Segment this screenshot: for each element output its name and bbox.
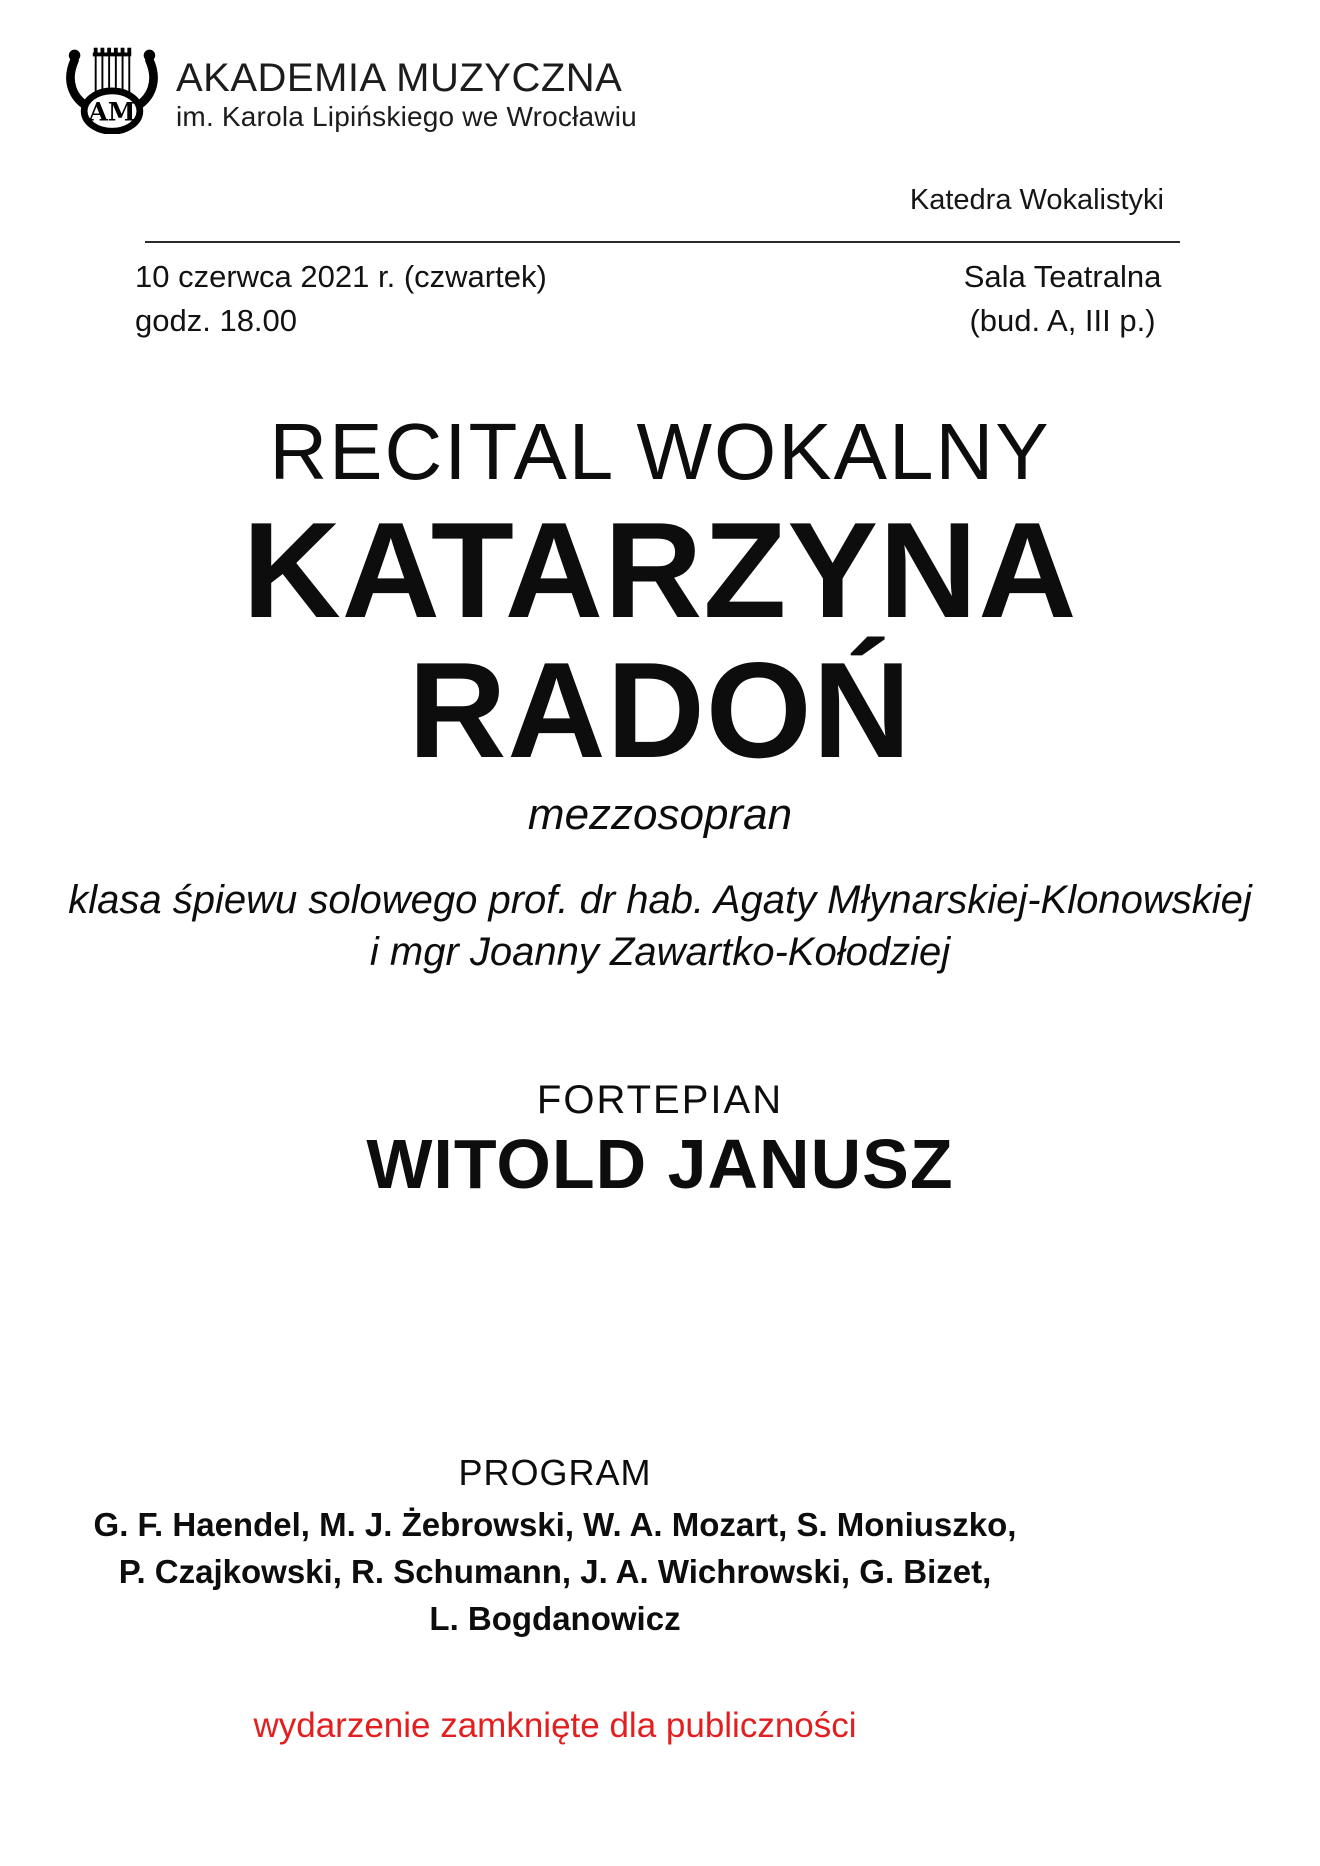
program-composers-line1: G. F. Haendel, M. J. Żebrowski, W. A. Mozart, S. Moniuszko, <box>93 1506 1017 1543</box>
class-info-line2: i mgr Joanny Zawartko-Kołodziej <box>369 930 951 974</box>
artist-first-name: KATARZYNA <box>242 494 1078 646</box>
department-label: Katedra Wokalistyki <box>909 184 1164 216</box>
voice-type: mezzosopran <box>527 790 793 839</box>
accompanist-name: WITOLD JANUSZ <box>366 1125 954 1203</box>
program-section <box>0 1452 1110 1643</box>
academy-name-line1: AKADEMIA MUZYCZNA <box>176 56 623 100</box>
recital-type-title: RECITAL WOKALNY <box>269 407 1051 496</box>
event-venue-block <box>935 255 1190 343</box>
closed-event-notice: wydarzenie zamknięte dla publiczności <box>253 1706 857 1745</box>
lyre-icon <box>64 44 160 134</box>
header-divider <box>145 241 1180 243</box>
program-heading: PROGRAM <box>458 1452 652 1493</box>
program-composers-line2: P. Czajkowski, R. Schumann, J. A. Wichrowski, G. Bizet, <box>118 1552 992 1590</box>
event-date: 10 czerwca 2021 r. (czwartek) <box>135 259 547 294</box>
academy-name <box>176 44 637 132</box>
event-date-block <box>135 255 547 343</box>
artist-last-name: RADOŃ <box>408 634 912 786</box>
academy-logo <box>64 44 637 134</box>
accompanist-role: FORTEPIAN <box>536 1078 784 1122</box>
venue-location: (bud. A, III p.) <box>969 303 1156 338</box>
class-info-line1: klasa śpiewu solowego prof. dr hab. Agaty Młynarskiej-Klonowskiej <box>68 878 1252 922</box>
class-info <box>0 874 1320 978</box>
program-composers-line3: L. Bogdanowicz <box>429 1599 681 1637</box>
academy-name-line2: im. Karola Lipińskiego we Wrocławiu <box>176 100 637 132</box>
event-time: godz. 18.00 <box>135 303 298 338</box>
venue-name: Sala Teatralna <box>963 259 1162 294</box>
logo-monogram: AM <box>88 97 136 127</box>
program-composers <box>0 1502 1110 1643</box>
